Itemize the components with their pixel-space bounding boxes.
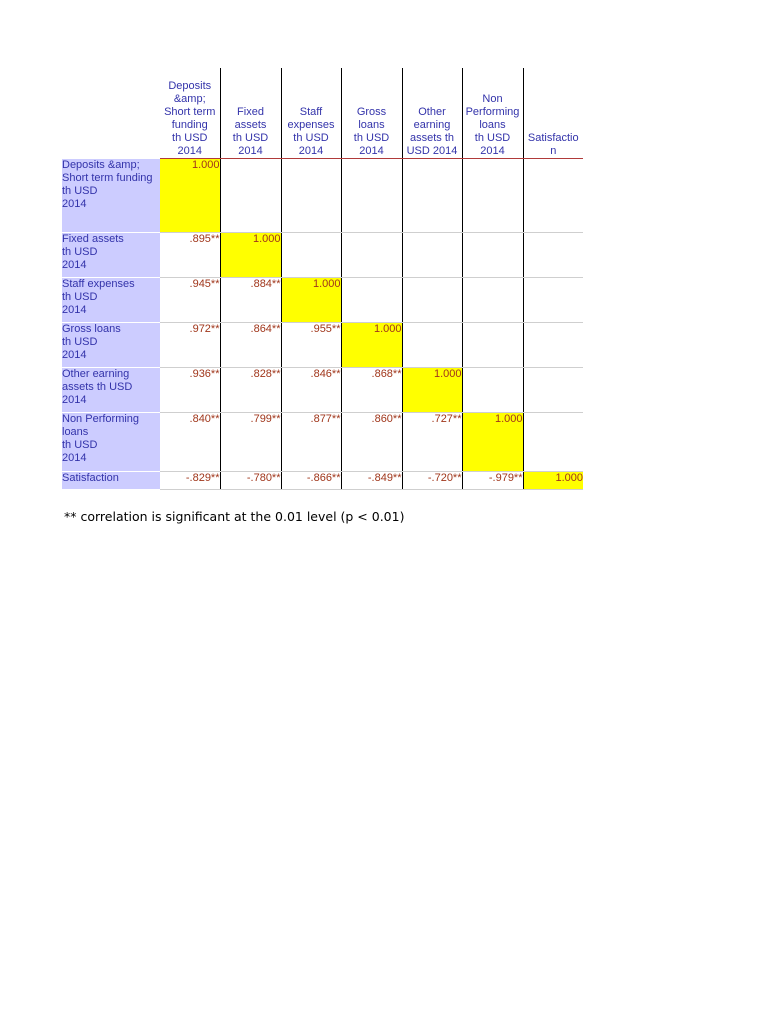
correlation-cell xyxy=(523,233,583,278)
diagonal-cell: 1.000 xyxy=(341,323,402,368)
column-header: Non Performing loans th USD 2014 xyxy=(462,68,523,159)
correlation-cell: -.979** xyxy=(462,472,523,490)
correlation-cell xyxy=(462,159,523,233)
correlation-cell xyxy=(281,159,341,233)
correlation-cell xyxy=(523,368,583,413)
correlation-cell xyxy=(281,233,341,278)
column-header: Fixed assets th USD 2014 xyxy=(220,68,281,159)
correlation-cell: .936** xyxy=(160,368,220,413)
correlation-cell: -.849** xyxy=(341,472,402,490)
correlation-cell xyxy=(402,278,462,323)
table-row xyxy=(62,472,583,490)
diagonal-cell: 1.000 xyxy=(523,472,583,490)
column-header: Satisfactio n xyxy=(523,68,583,159)
correlation-cell xyxy=(523,159,583,233)
correlation-cell: .884** xyxy=(220,278,281,323)
correlation-cell xyxy=(462,368,523,413)
row-label: Non Performing loans th USD 2014 xyxy=(62,413,160,472)
correlation-cell xyxy=(523,323,583,368)
correlation-cell xyxy=(462,233,523,278)
row-label: Other earning assets th USD 2014 xyxy=(62,368,160,413)
correlation-cell: .846** xyxy=(281,368,341,413)
row-label: Satisfaction xyxy=(62,472,160,490)
column-header: Other earning assets th USD 2014 xyxy=(402,68,462,159)
correlation-cell: -.866** xyxy=(281,472,341,490)
correlation-cell xyxy=(341,159,402,233)
correlation-cell: .799** xyxy=(220,413,281,472)
table-row xyxy=(62,159,583,233)
table-row xyxy=(62,413,583,472)
header-row xyxy=(62,68,583,159)
correlation-cell xyxy=(523,413,583,472)
correlation-cell: .864** xyxy=(220,323,281,368)
row-label: Staff expenses th USD 2014 xyxy=(62,278,160,323)
correlation-cell: .840** xyxy=(160,413,220,472)
correlation-cell: .945** xyxy=(160,278,220,323)
correlation-cell: .868** xyxy=(341,368,402,413)
correlation-cell xyxy=(402,233,462,278)
table-row xyxy=(62,233,583,278)
correlation-cell: .828** xyxy=(220,368,281,413)
row-label: Deposits &amp; Short term funding th USD 2014 xyxy=(62,159,160,233)
column-header: Staff expenses th USD 2014 xyxy=(281,68,341,159)
correlation-cell: -.720** xyxy=(402,472,462,490)
correlation-cell: .972** xyxy=(160,323,220,368)
correlation-cell: .727** xyxy=(402,413,462,472)
correlation-cell xyxy=(462,323,523,368)
correlation-cell xyxy=(523,278,583,323)
row-label: Fixed assets th USD 2014 xyxy=(62,233,160,278)
correlation-cell: .895** xyxy=(160,233,220,278)
significance-footnote: ** correlation is significant at the 0.01 level (p < 0.01) xyxy=(64,509,405,524)
diagonal-cell: 1.000 xyxy=(220,233,281,278)
correlation-cell xyxy=(341,233,402,278)
column-header: Deposits &amp; Short term funding th USD 2014 xyxy=(160,68,220,159)
table-row xyxy=(62,323,583,368)
correlation-cell: -.829** xyxy=(160,472,220,490)
table-row xyxy=(62,278,583,323)
correlation-cell xyxy=(402,323,462,368)
corner-cell xyxy=(62,68,160,159)
correlation-cell: .877** xyxy=(281,413,341,472)
row-label: Gross loans th USD 2014 xyxy=(62,323,160,368)
table-row xyxy=(62,368,583,413)
column-header: Gross loans th USD 2014 xyxy=(341,68,402,159)
diagonal-cell: 1.000 xyxy=(160,159,220,233)
diagonal-cell: 1.000 xyxy=(402,368,462,413)
correlation-cell xyxy=(220,159,281,233)
correlation-table xyxy=(62,68,583,490)
correlation-cell xyxy=(402,159,462,233)
correlation-cell: .955** xyxy=(281,323,341,368)
diagonal-cell: 1.000 xyxy=(462,413,523,472)
correlation-cell xyxy=(341,278,402,323)
correlation-cell: -.780** xyxy=(220,472,281,490)
diagonal-cell: 1.000 xyxy=(281,278,341,323)
correlation-cell xyxy=(462,278,523,323)
correlation-cell: .860** xyxy=(341,413,402,472)
